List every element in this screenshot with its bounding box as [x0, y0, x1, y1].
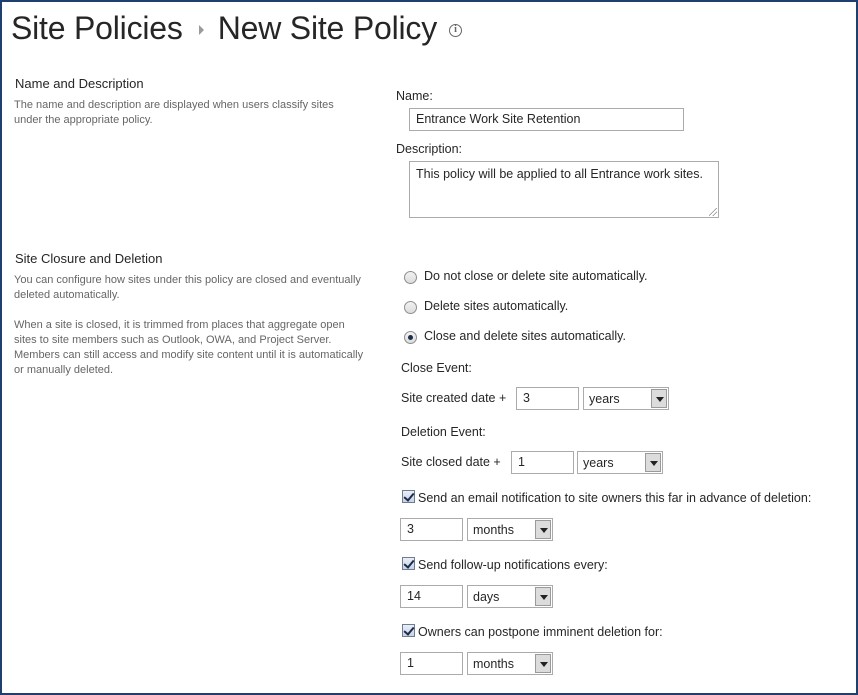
- postpone-amount-input[interactable]: 1: [400, 652, 463, 675]
- radio-label-delete-auto: Delete sites automatically.: [424, 299, 569, 313]
- section-desc-closure-1: You can configure how sites under this policy are closed and eventually deleted automatically.: [14, 274, 361, 301]
- postpone-label: Owners can postpone imminent deletion for:: [418, 625, 663, 639]
- followup-notification-checkbox[interactable]: [402, 557, 415, 570]
- page-title: New Site Policy: [217, 9, 438, 46]
- breadcrumb-arrow-icon: [199, 25, 204, 35]
- deletion-event-unit-value: years: [583, 456, 614, 470]
- breadcrumb: [11, 6, 462, 50]
- close-event-heading: Close Event:: [401, 361, 472, 375]
- email-notification-checkbox[interactable]: [402, 490, 415, 503]
- radio-no-close-delete[interactable]: [404, 271, 417, 284]
- followup-notification-unit-value: days: [473, 590, 500, 604]
- chevron-down-icon[interactable]: [535, 654, 551, 673]
- deletion-event-amount-input[interactable]: 1: [511, 451, 574, 474]
- name-input[interactable]: Entrance Work Site Retention: [409, 108, 684, 131]
- close-event-amount-input[interactable]: 3: [516, 387, 579, 410]
- section-title-closure-deletion: Site Closure and Deletion: [15, 251, 163, 266]
- section-desc-closure-2: When a site is closed, it is trimmed from places that aggregate open sites to site members such as Outlook, OWA, and Project Server. Members can still access and modify site content until it is automatically or manually deleted.: [14, 319, 364, 376]
- email-notification-unit-select[interactable]: [467, 518, 553, 541]
- followup-notification-unit-select[interactable]: [467, 585, 553, 608]
- chevron-down-icon[interactable]: [645, 453, 661, 472]
- radio-delete-auto[interactable]: [404, 301, 417, 314]
- name-label: Name:: [396, 89, 433, 103]
- postpone-unit-select[interactable]: [467, 652, 553, 675]
- radio-close-delete-auto[interactable]: [404, 331, 417, 344]
- breadcrumb-parent[interactable]: Site Policies: [11, 9, 183, 46]
- email-notification-amount-input[interactable]: 3: [400, 518, 463, 541]
- resize-grip-icon[interactable]: [709, 208, 717, 216]
- description-text: This policy will be applied to all Entrance work sites.: [416, 167, 703, 181]
- close-event-label: Site created date +: [401, 391, 507, 405]
- close-event-unit-select[interactable]: [583, 387, 669, 410]
- postpone-checkbox[interactable]: [402, 624, 415, 637]
- info-icon[interactable]: i: [449, 24, 462, 37]
- description-label: Description:: [396, 142, 462, 156]
- email-notification-label: Send an email notification to site owners this far in advance of deletion:: [418, 491, 812, 505]
- radio-label-no-close-delete: Do not close or delete site automatically.: [424, 269, 648, 283]
- section-title-name-description: Name and Description: [15, 76, 144, 91]
- section-desc-name-description: The name and description are displayed when users classify sites under the appropriate policy.: [14, 99, 334, 126]
- deletion-event-heading: Deletion Event:: [401, 425, 486, 439]
- followup-notification-amount-input[interactable]: 14: [400, 585, 463, 608]
- deletion-event-unit-select[interactable]: [577, 451, 663, 474]
- chevron-down-icon[interactable]: [535, 587, 551, 606]
- close-event-unit-value: years: [589, 392, 620, 406]
- deletion-event-label: Site closed date +: [401, 455, 501, 469]
- chevron-down-icon[interactable]: [535, 520, 551, 539]
- description-textarea[interactable]: [409, 161, 719, 218]
- radio-label-close-delete-auto: Close and delete sites automatically.: [424, 329, 626, 343]
- postpone-unit-value: months: [473, 657, 514, 671]
- email-notification-unit-value: months: [473, 523, 514, 537]
- followup-notification-label: Send follow-up notifications every:: [418, 558, 608, 572]
- chevron-down-icon[interactable]: [651, 389, 667, 408]
